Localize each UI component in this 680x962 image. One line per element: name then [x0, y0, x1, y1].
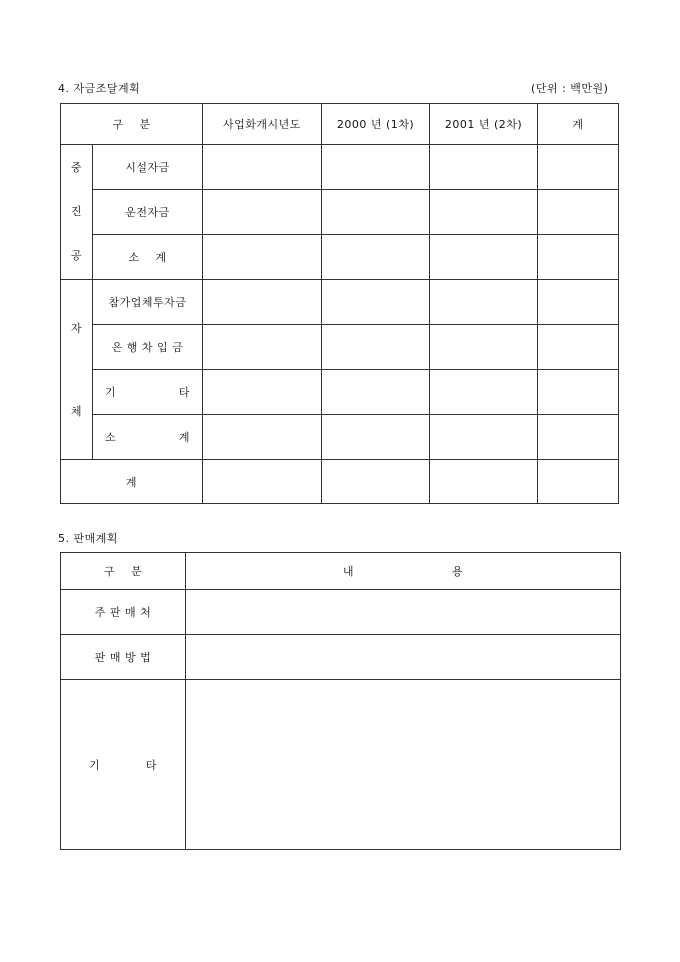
header-2001: 2001 년 (2차) [430, 104, 538, 145]
unit-label: (단위 : 백만원) [531, 82, 609, 95]
cell [430, 280, 538, 325]
cell [538, 235, 619, 280]
row-label-etc: 기 타 [93, 370, 203, 415]
cell [203, 460, 322, 504]
cell [430, 190, 538, 235]
cell [538, 280, 619, 325]
table-row [61, 235, 619, 280]
header-start-year: 사업화개시년도 [203, 104, 322, 145]
section5-title: 5. 판매계획 [58, 532, 118, 545]
group-label-jungjingong: 중 진 공 [61, 145, 93, 280]
cell [322, 145, 430, 190]
cell [538, 460, 619, 504]
cell [322, 370, 430, 415]
cell [430, 415, 538, 460]
header-total: 계 [538, 104, 619, 145]
cell [430, 145, 538, 190]
table-row [61, 325, 619, 370]
table-row [61, 145, 619, 190]
row-label-subtotal-2: 소 계 [93, 415, 203, 460]
cell [430, 325, 538, 370]
row-label-total: 계 [61, 460, 203, 504]
header-content: 내 용 [186, 553, 621, 590]
cell [322, 235, 430, 280]
cell [430, 370, 538, 415]
row-label-sales-method: 판 매 방 법 [61, 635, 186, 680]
table-row [61, 280, 619, 325]
row-label-bank-loan: 은 행 차 입 금 [93, 325, 203, 370]
section4-title: 4. 자금조달계획 [58, 82, 141, 95]
table-row [61, 680, 621, 850]
row-label-etc: 기 타 [61, 680, 186, 850]
header-category: 구 분 [61, 104, 203, 145]
table-row [61, 190, 619, 235]
cell [538, 370, 619, 415]
cell [538, 415, 619, 460]
cell [186, 635, 621, 680]
table-row [61, 415, 619, 460]
header-2000: 2000 년 (1차) [322, 104, 430, 145]
cell [322, 415, 430, 460]
table-row [61, 590, 621, 635]
sales-plan-table [60, 552, 621, 850]
row-label-main-buyer: 주 판 매 처 [61, 590, 186, 635]
cell [322, 280, 430, 325]
cell [203, 190, 322, 235]
cell [186, 680, 621, 850]
row-label-participant-investment: 참가업체투자금 [93, 280, 203, 325]
cell [186, 590, 621, 635]
header-category: 구 분 [61, 553, 186, 590]
cell [538, 325, 619, 370]
funding-plan-table [60, 103, 619, 504]
cell [203, 280, 322, 325]
table-row [61, 635, 621, 680]
table-header-row [61, 104, 619, 145]
row-label-facility: 시설자금 [93, 145, 203, 190]
cell [203, 415, 322, 460]
table-header-row [61, 553, 621, 590]
cell [203, 235, 322, 280]
cell [538, 145, 619, 190]
cell [538, 190, 619, 235]
cell [430, 460, 538, 504]
table-row-total [61, 460, 619, 504]
table-row [61, 370, 619, 415]
cell [203, 370, 322, 415]
cell [322, 190, 430, 235]
group-label-jache: 자 체 [61, 280, 93, 460]
cell [203, 325, 322, 370]
cell [430, 235, 538, 280]
row-label-operating: 운전자금 [93, 190, 203, 235]
cell [322, 460, 430, 504]
cell [322, 325, 430, 370]
cell [203, 145, 322, 190]
row-label-subtotal-1: 소 계 [93, 235, 203, 280]
